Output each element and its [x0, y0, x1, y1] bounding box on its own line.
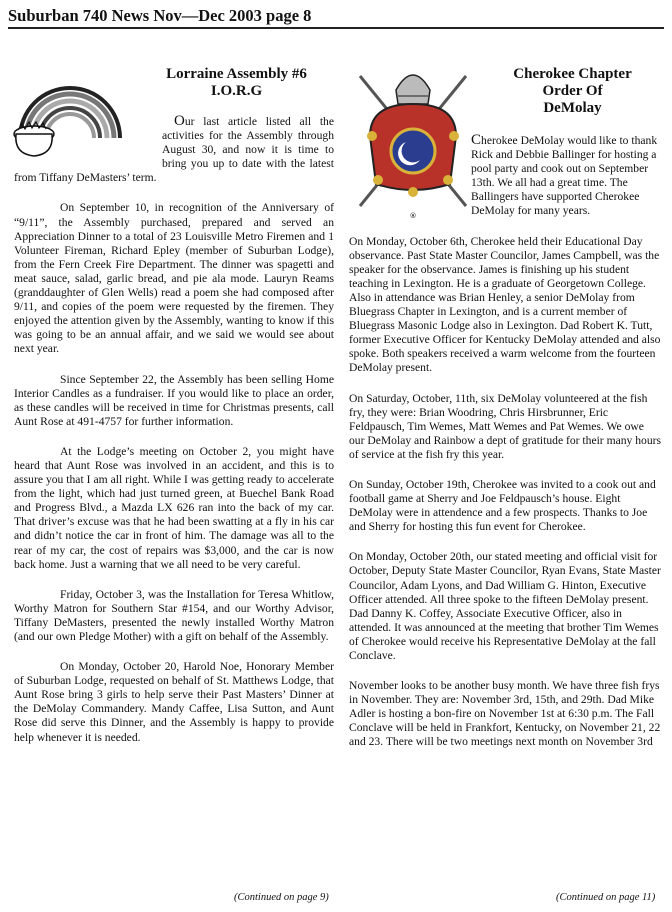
left-paragraph: On Monday, October 20, Harold Noe, Honorary Member of Suburban Lodge, requested on behalf of St. Matthews Lodge, that Aunt Rose bring 3 girls to help serve their Past Masters’ Dinner at the DeMolay Commandery. Mandy Caffee, Lisa Sutton, and Aunt Rose did serve this Dinner, and the Assembly is happy to provide help whenever it is needed.: [14, 660, 334, 744]
left-heading-line2: I.O.R.G: [210, 83, 263, 99]
right-heading-line2: Order Of: [542, 83, 603, 99]
right-paragraph: On Monday, October 6th, Cherokee held their Educational Day observance. Past State Master Councilor, James Campbell, was the speaker for the observance. James is finishing up his student teaching in Lexington. He is a graduate of Georgetown College. Also in attendance was Brian Henley, a senior DeMolay from Bluegrass Chapter in Lexington, and is a current member of Bluegrass Masonic Lodge also in Lexington. Dad Robert K. Tutt, former Executive Officer for Kentucky DeMolay attended and also spoke. Both speakers received a warm welcome from the fourteen DeMolay present.: [349, 234, 661, 375]
masthead-rule: [8, 27, 664, 29]
right-continued-note: (Continued on page 11): [556, 892, 656, 903]
right-dropcap: C: [471, 132, 482, 148]
left-paragraph: Friday, October 3, was the Installation for Teresa Whitlow, Worthy Matron for Southern Star #154, and our Worthy Advisor, Tiffany DeMasters, presented the newly installed Worthy Matron (and our own Pledge Mother) with a gift on behalf of the Assembly.: [14, 587, 334, 643]
left-heading-line1: Lorraine Assembly #6: [166, 66, 307, 82]
left-intro-paragraph: Our last article listed all the activities for the Assembly through August 30, and now it is time to bring you up to date with the latest from Tiffany DeMasters’ term.: [14, 113, 334, 185]
left-paragraph: Since September 22, the Assembly has been selling Home Interior Candles as a fundraiser. If you would like to place an order, as these candles will be received in time for Christmas presents, call Aunt Rose at 491-4757 for further information.: [14, 372, 334, 428]
masthead-title: Suburban 740 News Nov—Dec 2003 page 8: [8, 6, 312, 25]
left-continued-note: (Continued on page 9): [234, 892, 329, 903]
svg-text:®: ®: [409, 212, 417, 220]
left-dropcap: O: [174, 113, 185, 129]
cherokee-chapter-column: [349, 66, 661, 766]
right-paragraph: On Monday, October 20th, our stated meeting and official visit for October, Deputy State Master Councilor, Ryan Evans, State Master Councilor, Adam Lyons, and Dad William G. Hinton, Executive Officer attended. All three spoke to the fifteen DeMolay present. Dad Danny K. Coffey, Associate Executive Officer, also in attended. It was announced at the meeting that brother Tim Wemes of Cherokee would receive his Representative DeMolay at the fall Conclave.: [349, 550, 661, 662]
lorraine-assembly-column: [14, 66, 334, 761]
right-heading-line1: Cherokee Chapter: [513, 66, 632, 82]
right-paragraph: On Saturday, October, 11th, six DeMolay volunteered at the fish fry, they were: Brian Woodring, Chris Hirsbrunner, Eric Feldpausch, Tim Wemes, Matt Wemes and Pat Wemes. We owe our DeMolay and Rainbow a dept of gratitude for their many hours of service at the fish fry this year.: [349, 391, 661, 461]
right-paragraph: On Sunday, October 19th, Cherokee was invited to a cook out and football game at Sherry and Joe Feldpausch’s house. Eight DeMolay were in attendence and a few prospects. Thanks to Joe and Sherry for hosting this fun event for Cherokee.: [349, 477, 656, 534]
right-intro-paragraph: Cherokee DeMolay would like to thank Rick and Debbie Ballinger for hosting a pool party and cook out on September 13th. We all had a great time. The Ballingers have supported Cherokee DeMolay for many years.: [471, 132, 658, 218]
left-paragraph: At the Lodge’s meeting on October 2, you might have heard that Aunt Rose was involved in an accident, and this is to assure you that I am all right. While I was getting ready to accelerate from the light, which had just turned green, at Buechel Bank Road and Progress Blvd., a Mazda LX 626 ran into the back of my car. That driver’s excuse was that he had been swatting at a fly in his car and didn’t notice the car in front of him. The damage was all to the rear of my car, the cost of repairs was $3,000, and the car is now back home. Just a warning that we all need to be very careful.: [14, 444, 334, 571]
left-paragraph: On September 10, in recognition of the Anniversary of “9/11”, the Assembly purchased, prepared and served an Appreciation Dinner to a total of 23 Louisville Metro Firemen and 1 Volunteer Fireman, Richard Epley (member of Suburban Lodge), from the Fern Creek Fire Department. The dinner was spagetti and meat sauce, salad, garlic bread, and pie ala mode. Lauryn Reams (granddaughter of Glen Wells) read a poem she had composed after 9/11, and copies of the poem were requested by the firemen. They enjoyed the attention given by the Assembly, wanting to know if this was going to be an annual affair, and we said we would see about next year.: [14, 201, 334, 356]
right-heading-line3: DeMolay: [543, 100, 602, 116]
right-paragraph: November looks to be another busy month. We have three fish frys in November. They are: November 3rd, 15th, and 29th. Dad Mike Adler is hosting a bon-fire on November 1st at 6:30 p.m. The Fall Conclave will be held in Frankfort, Kentucky, on November 21, 22 and 23. There will be two meetings next month on November 3rd: [349, 679, 661, 749]
